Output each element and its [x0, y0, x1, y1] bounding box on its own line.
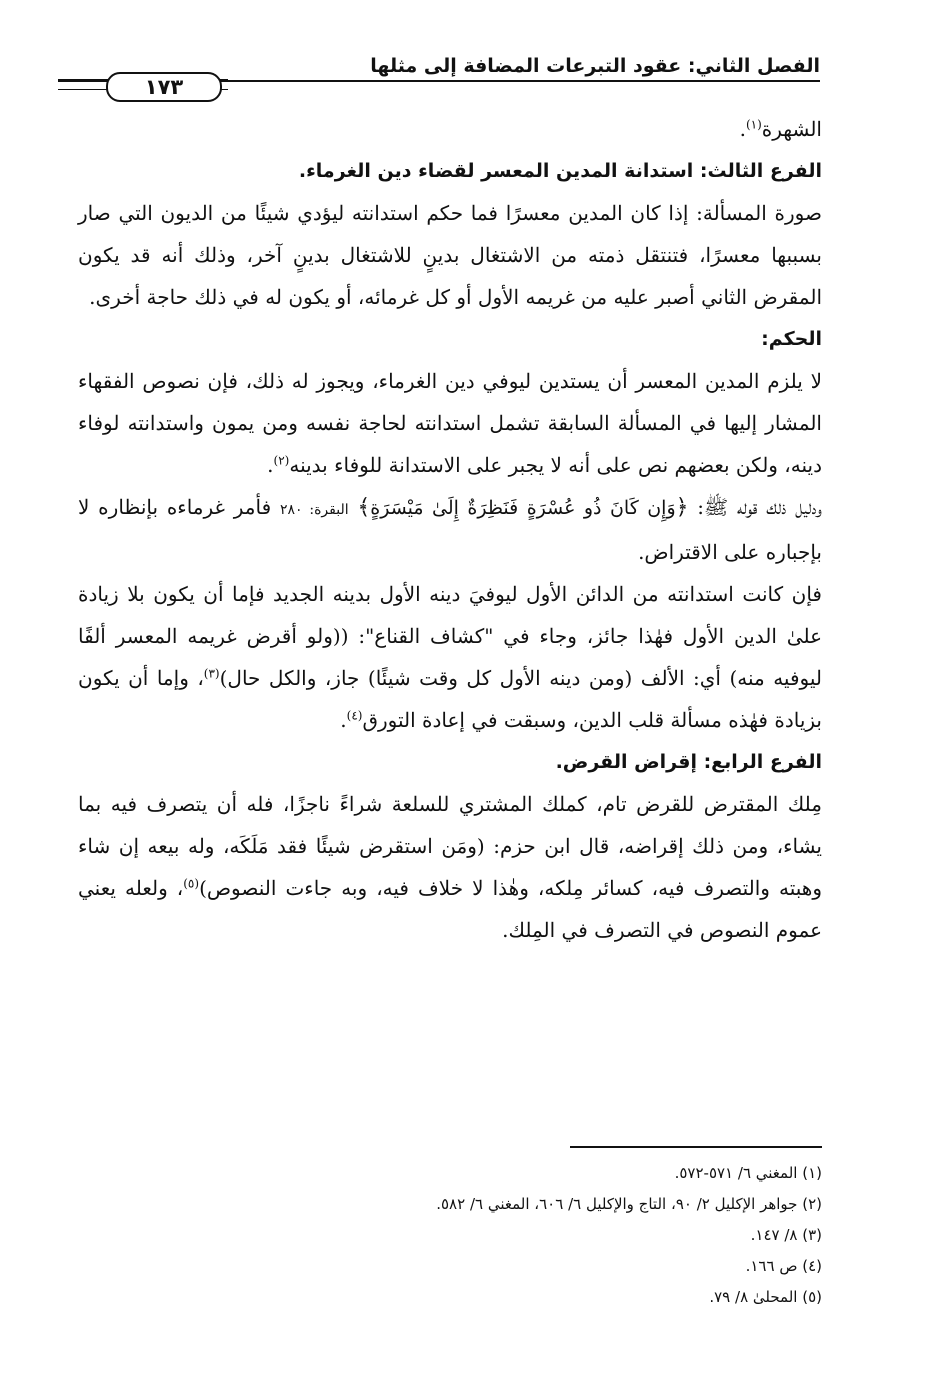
paragraph-3-end: . — [267, 453, 274, 477]
footnote-separator — [570, 1146, 822, 1148]
paragraph-3 — [78, 360, 822, 486]
footnote-1: (١) المغني ٦/ ٥٧١-٥٧٢. — [674, 1164, 822, 1182]
paragraph-6-rest: ، ولعله يعني عموم النصوص في التصرف في المِلك. — [78, 876, 822, 942]
quran-open-bracket: ﴿ — [675, 495, 689, 520]
paragraph-1 — [78, 108, 822, 150]
quran-verse: وَإِن كَانَ ذُو عُسْرَةٍ فَنَظِرَةٌ إِلَىٰ مَيْسَرَةٍ — [370, 497, 676, 519]
footnote-ref-4: (٤) — [346, 708, 363, 723]
footnote-ref-2: (٢) — [273, 453, 290, 468]
footnote-ref-5: (٥) — [183, 876, 200, 891]
paragraph-5-end: . — [340, 708, 347, 732]
paragraph-5-text: فإن كانت استدانته من الدائن الأول ليوفيَ دينه الأول بدينه الجديد فإما أن يكون بلا زيادة علىٰ الدين الأول فهٰذا جائز، وجاء في "كشاف القناع": ((ولو أقرض غريمه المعسر ألفًا ليوفيه منه) أي: الألف (ومن دينه الأول كل وقت شيئًا) جاز، والكل حال) — [78, 582, 822, 690]
footnote-ref-1: (١) — [745, 117, 762, 132]
paragraph-4 — [78, 486, 822, 573]
footnote-3: (٣) ٨/ ١٤٧. — [750, 1226, 822, 1244]
paragraph-3-text: لا يلزم المدين المعسر أن يستدين ليوفي دين الغرماء، ويجوز له ذلك، فإن نصوص الفقهاء المشار إليها في المسألة السابقة تشمل استدانته لحاجة نفسه ومن يمون واستدانته لوفاء دينه، ولكن بعضهم نص على أنه لا يجبر على الاستدانة للوفاء بدينه — [78, 369, 822, 477]
paragraph-6 — [78, 783, 822, 951]
ruling-heading: الحكم: — [761, 328, 822, 350]
footnote-2: (٢) جواهر الإكليل ٢/ ٩٠، التاج والإكليل ٦/ ٦٠٦، المغني ٦/ ٥٨٢. — [436, 1195, 822, 1213]
chapter-title: الفصل الثاني: عقود التبرعات المضافة إلى مثلها — [370, 55, 820, 77]
main-text — [78, 108, 822, 951]
page-number-ornament — [58, 72, 228, 100]
paragraph-4-rest: فأمر غرماءه بإنظاره لا بإجباره على الاقتراض. — [78, 495, 822, 564]
paragraph-4-start: ودليل ذلك قوله ﷺ: — [688, 495, 822, 519]
quran-close-bracket: ﴾ — [357, 495, 371, 520]
footnote-4: (٤) ص ١٦٦. — [745, 1257, 822, 1275]
footnotes — [300, 1158, 822, 1313]
paragraph-1-text: الشهرة — [761, 117, 822, 141]
footnote-5: (٥) المحلىٰ ٨/ ٧٩. — [709, 1288, 822, 1306]
paragraph-5-rest: ، وإما أن يكون بزيادة فهٰذه مسألة قلب الدين، وسبقت في إعادة التورق — [78, 666, 822, 732]
footnote-ref-3: (٣) — [203, 666, 220, 681]
paragraph-6-text: مِلك المقترض للقرض تام، كملك المشتري للسلعة شراءً ناجزًا، فله أن يتصرف فيه بما يشاء، ومن ذلك إقراضه، قال ابن حزم: (ومَن استقرض شيئًا فقد مَلَكَه، وله بيعه إن شاء وهبته والتصرف فيه، كسائر مِلكه، وهٰذا لا خلاف فيه، وبه جاءت النصوص) — [78, 792, 822, 900]
verse-reference: البقرة: ٢٨٠ — [279, 502, 349, 518]
section-heading-3: الفرع الثالث: استدانة المدين المعسر لقضاء دين الغرماء. — [298, 160, 822, 182]
section-heading-4: الفرع الرابع: إقراض القرض. — [555, 751, 822, 773]
paragraph-5 — [78, 573, 822, 741]
paragraph-1-end: . — [739, 117, 746, 141]
page-number: ١٧٣ — [106, 72, 222, 102]
paragraph-2: صورة المسألة: إذا كان المدين معسرًا فما حكم استدانته ليؤدي شيئًا من الديون التي صار بسببها معسرًا، فتنتقل ذمته من الاشتغال بدينٍ للاشتغال بدينٍ آخر، وذلك أنه قد يكون المقرض الثاني أصبر عليه من غريمه الأول أو كل غرمائه، أو يكون له في ذلك حاجة أخرى. — [78, 201, 822, 309]
